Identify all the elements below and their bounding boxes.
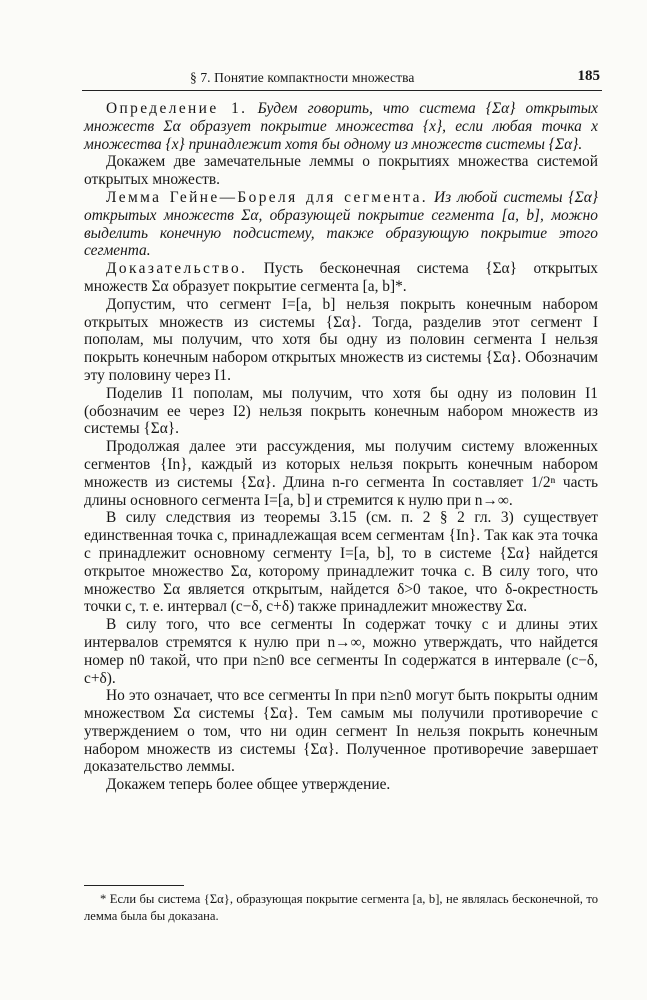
body-paragraph: В силу того, что все сегменты In содержат точку c и длины этих интервалов стремятся к нулю при n→∞, можно утверждать, что найдется номер n0 такой, что при n≥n0 все сегменты In содержатся в интервале (c−δ, c+δ). — [84, 616, 598, 687]
body-paragraph: Поделив I1 пополам, мы получим, что хотя бы одну из половин I1 (обозначим ее через I2) нельзя покрыть конечным набором множеств из системы {Σα}. — [84, 384, 598, 438]
page-number: 185 — [577, 68, 600, 84]
proof-text: Пусть бесконечная система {Σα} открытых множеств Σα образует покрытие сегмента [a, b]*. — [84, 260, 598, 295]
lemma-label: Лемма Гейне—Бореля для сегмента. — [106, 188, 429, 206]
lemma-paragraph — [84, 189, 598, 260]
body-paragraph: Продолжая далее эти рассуждения, мы получим систему вложенных сегментов {In}, каждый из которых нельзя покрыть конечным набором множеств из системы {Σα}. Длина n-го сегмента In составляет 1/2ⁿ часть длины основного сегмента I=[a, b] и стремится к нулю при n→∞. — [84, 438, 598, 509]
definition-paragraph — [84, 100, 598, 153]
book-page — [82, 0, 602, 1000]
body-paragraph: Допустим, что сегмент I=[a, b] нельзя покрыть конечным набором открытых множеств из системы {Σα}. Тогда, разделив этот сегмент I пополам, мы получим, что хотя бы одну из половин сегмента I нельзя покрыть конечным набором открытых множеств из системы {Σα}. Обозначим эту половину через I1. — [84, 295, 598, 384]
page-body — [84, 100, 598, 794]
lemma-text: Из любой системы {Σα} открытых множеств Σα, образующей покрытие сегмента [a, b], можно выделить конечную подсистему, также образующую покрытие этого сегмента. — [84, 188, 598, 260]
body-paragraph: Но это означает, что все сегменты In при n≥n0 могут быть покрыты одним множеством Σα системы {Σα}. Тем самым мы получили противоречие с утверждением о том, что ни один сегмент In нельзя покрыть конечным набором множеств из системы {Σα}. Полученное противоречие завершает доказательство леммы. — [84, 687, 598, 776]
intro-paragraph: Докажем две замечательные леммы о покрытиях множества системой открытых множеств. — [84, 153, 598, 189]
proof-label: Доказательство. — [106, 260, 248, 278]
body-paragraph: Докажем теперь более общее утверждение. — [106, 776, 391, 794]
proof-paragraph — [84, 260, 598, 296]
footnote: * Если бы система {Σα}, образующая покрытие сегмента [a, b], не являлась бесконечной, то лемма была бы доказана. — [84, 892, 598, 923]
footnote-divider — [84, 885, 184, 886]
running-header — [82, 68, 602, 91]
section-title: § 7. Понятие компактности множества — [190, 70, 415, 85]
body-paragraph: В силу следствия из теоремы 3.15 (см. п. 2 § 2 гл. 3) существует единственная точка c, принадлежащая всем сегментам {In}. Так как эта точка c принадлежит основному сегменту I=[a, b], то в системе {Σα} найдется открытое множество Σα, которому принадлежит точка c. В силу того, что множество Σα является открытым, найдется δ>0 такое, что δ-окрестность точки c, т. е. интервал (c−δ, c+δ) также принадлежит множеству Σα. — [84, 509, 598, 616]
definition-label: Определение 1. — [106, 100, 248, 117]
definition-text: Будем говорить, что система {Σα} открытых множеств Σα образует покрытие множества {x}, если любая точка x множества {x} принадлежит хотя бы одному из множеств системы {Σα}. — [84, 100, 598, 153]
